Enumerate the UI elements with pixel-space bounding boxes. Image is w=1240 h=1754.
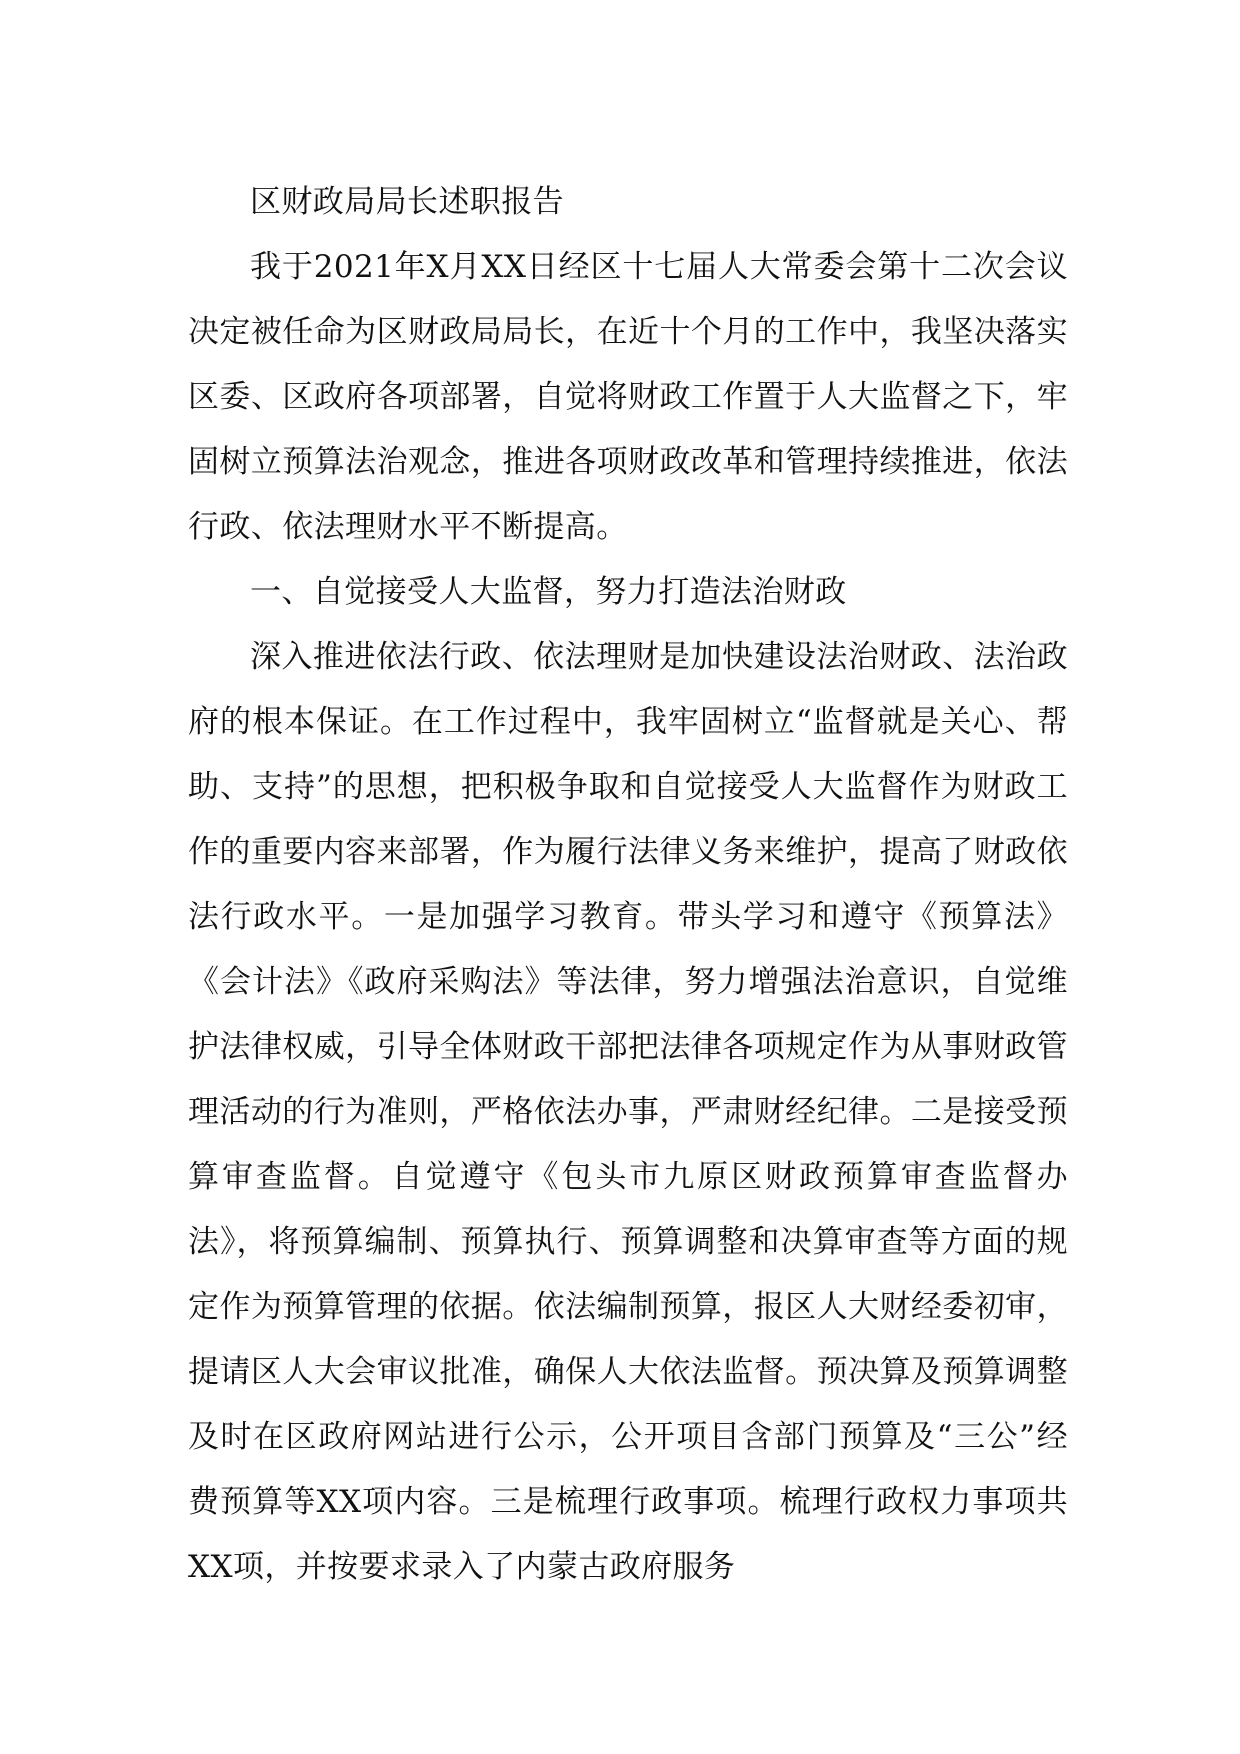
document-body: [188, 170, 1068, 1600]
paragraph-legal-finance: 深入推进依法行政、依法理财是加快建设法治财政、法治政府的根本保证。在工作过程中，我牢固树立“监督就是关心、帮助、支持”的思想，把积极争取和自觉接受人大监督作为财政工作的重要内容来部署，作为履行法律义务来维护，提高了财政依法行政水平。一是加强学习教育。带头学习和遵守《预算法》《会计法》《政府采购法》等法律，努力增强法治意识，自觉维护法律权威，引导全体财政干部把法律各项规定作为从事财政管理活动的行为准则，严格依法办事，严肃财经纪律。二是接受预算审查监督。自觉遵守《包头市九原区财政预算审查监督办法》，将预算编制、预算执行、预算调整和决算审查等方面的规定作为预算管理的依据。依法编制预算，报区人大财经委初审，提请区人大会审议批准，确保人大依法监督。预决算及预算调整及时在区政府网站进行公示，公开项目含部门预算及“三公”经费预算等XX项内容。三是梳理行政事项。梳理行政权力事项共XX项，并按要求录入了内蒙古政府服务: [188, 639, 1068, 1585]
document-title: 区财政局局长述职报告: [250, 184, 564, 220]
section-heading-1: 一、自觉接受人大监督，努力打造法治财政: [250, 574, 847, 610]
paragraph-appointment: 我于2021年X月XX日经区十七届人大常委会第十二次会议决定被任命为区财政局局长，在近十个月的工作中，我坚决落实区委、区政府各项部署，自觉将财政工作置于人大监督之下，牢固树立预算法治观念，推进各项财政改革和管理持续推进，依法行政、依法理财水平不断提高。: [188, 249, 1068, 545]
